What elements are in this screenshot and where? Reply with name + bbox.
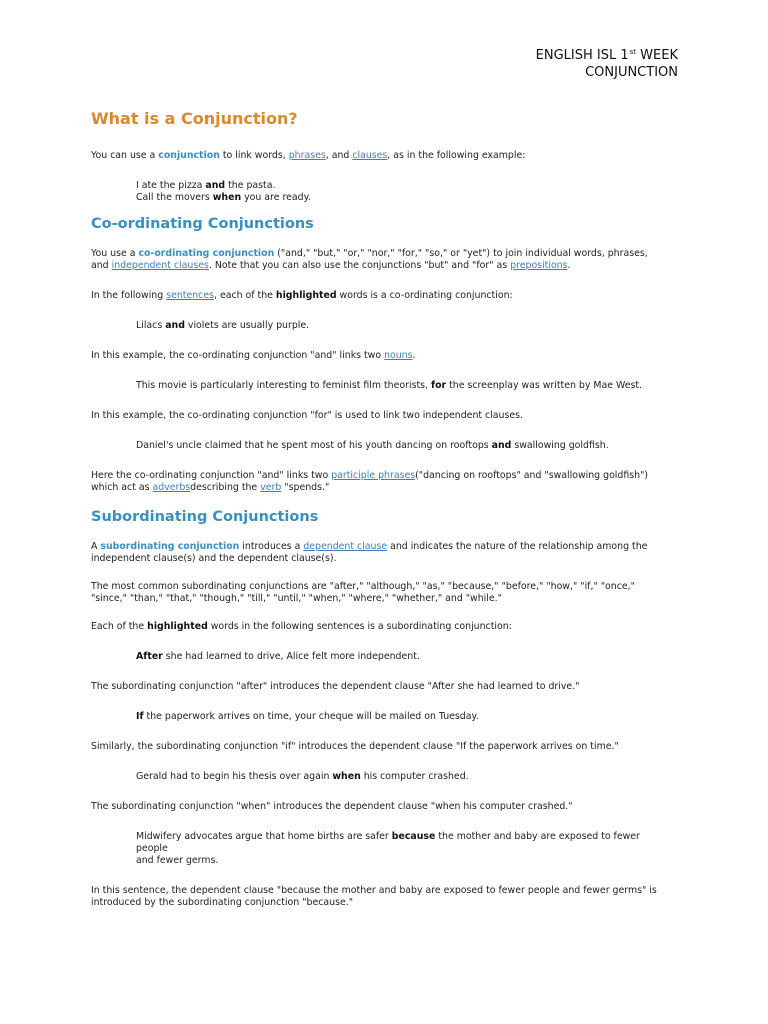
example-block xyxy=(91,180,671,204)
header-ordinal: st xyxy=(629,48,637,56)
link-clauses[interactable]: clauses xyxy=(352,150,388,161)
paragraph: In this sentence, the dependent clause "because the mother and baby are exposed to fewer people and fewer germs" is introduced by the subordinating conjunction "because." xyxy=(91,885,657,908)
keyword-conjunction: conjunction xyxy=(158,150,220,161)
example-sentence: If the paperwork arrives on time, your cheque will be mailed on Tuesday. xyxy=(136,711,479,722)
paragraph: The subordinating conjunction "when" introduces the dependent clause "when his computer crashed." xyxy=(91,801,573,812)
link-participle-phrases[interactable]: participle phrases xyxy=(331,470,416,481)
example-sentence: After she had learned to drive, Alice felt more independent. xyxy=(136,651,420,662)
paragraph: In this example, the co-ordinating conjunction "and" links two nouns. xyxy=(91,350,416,361)
link-independent-clauses[interactable]: independent clauses xyxy=(111,260,209,271)
subordinating-definition: A subordinating conjunction introduces a dependent clause and indicates the nature of the relationship among the independent clause(s) and the dependent clause(s). xyxy=(91,541,648,564)
paragraph: The subordinating conjunction "after" introduces the dependent clause "After she had learned to drive." xyxy=(91,681,580,692)
link-adverbs[interactable]: adverbs xyxy=(152,482,191,493)
coordinating-definition: You use a co-ordinating conjunction ("and," "but," "or," "nor," "for," "so," or "yet") to join individual words, phrases, and independent clauses. Note that you can also use the conjunctions "but" and "for" as prepositions. xyxy=(91,248,648,271)
paragraph: The most common subordinating conjunctions are "after," "although," "as," "because," "before," "how," "if," "once," "since," "than," "that," "though," "till," "until," "when," "where," "whether," and "while." xyxy=(91,581,635,604)
example-sentence: Lilacs and violets are usually purple. xyxy=(136,320,310,331)
link-dependent-clause[interactable]: dependent clause xyxy=(303,541,388,552)
header-course-line xyxy=(536,44,678,64)
document-header xyxy=(536,44,678,81)
example-line: I ate the pizza and the pasta. xyxy=(136,180,276,191)
link-prepositions[interactable]: prepositions xyxy=(510,260,568,271)
example-sentence: Gerald had to begin his thesis over again when his computer crashed. xyxy=(136,771,469,782)
keyword-subordinating-conjunction: subordinating conjunction xyxy=(100,541,240,552)
keyword-coordinating-conjunction: co-ordinating conjunction xyxy=(138,248,275,259)
example-line: Call the movers when you are ready. xyxy=(136,192,311,203)
link-nouns[interactable]: nouns xyxy=(384,350,413,361)
header-week: WEEK xyxy=(636,48,678,63)
paragraph: Similarly, the subordinating conjunction "if" introduces the dependent clause "If the paperwork arrives on time." xyxy=(91,741,619,752)
example-sentence: This movie is particularly interesting to feminist film theorists, for the screenplay was written by Mae West. xyxy=(136,380,643,391)
paragraph: Each of the highlighted words in the following sentences is a subordinating conjunction: xyxy=(91,621,512,632)
page-title: What is a Conjunction? xyxy=(91,109,298,128)
paragraph: In the following sentences, each of the highlighted words is a co-ordinating conjunction: xyxy=(91,290,513,301)
header-course: ENGLISH ISL 1 xyxy=(535,48,629,63)
subordinating-heading: Subordinating Conjunctions xyxy=(91,509,319,525)
example-sentence: Midwifery advocates argue that home births are safer because the mother and baby are exposed to fewer people and fewer germs. xyxy=(136,831,640,866)
link-sentences[interactable]: sentences xyxy=(166,290,214,301)
example-sentence: Daniel's uncle claimed that he spent most of his youth dancing on rooftops and swallowing goldfish. xyxy=(136,440,609,451)
intro-paragraph: You can use a conjunction to link words, phrases, and clauses, as in the following example: xyxy=(91,150,526,161)
header-topic: CONJUNCTION xyxy=(585,65,678,80)
coordinating-heading: Co-ordinating Conjunctions xyxy=(91,216,314,232)
paragraph: Here the co-ordinating conjunction "and" links two participle phrases("dancing on rooftops" and "swallowing goldfish") which act as adverbsdescribing the verb "spends." xyxy=(91,470,649,493)
paragraph: In this example, the co-ordinating conjunction "for" is used to link two independent clauses. xyxy=(91,410,524,421)
document-body xyxy=(91,108,671,909)
link-phrases[interactable]: phrases xyxy=(288,150,326,161)
link-verb[interactable]: verb xyxy=(260,482,282,493)
